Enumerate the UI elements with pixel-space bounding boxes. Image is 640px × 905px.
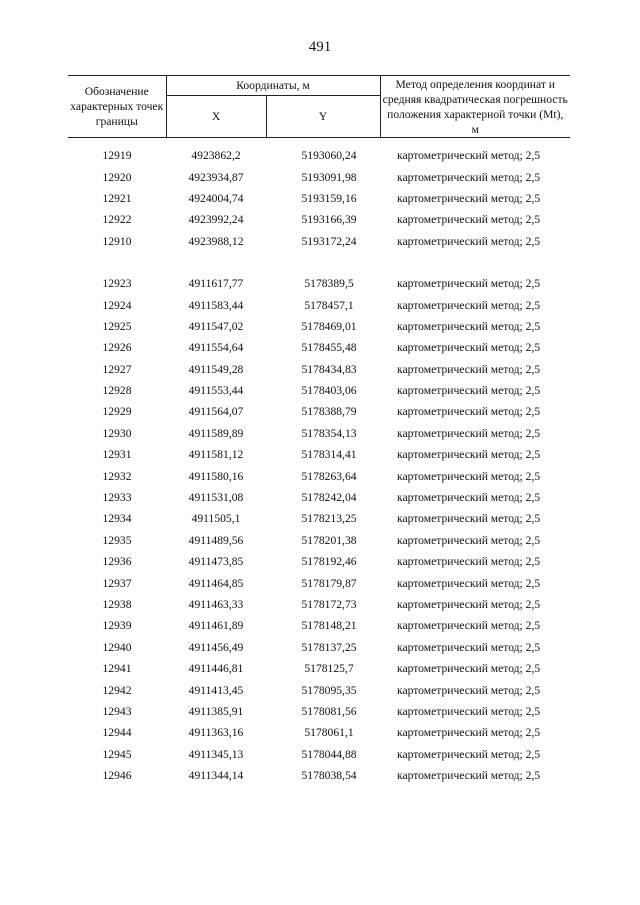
coord-y-cell: 5178213,25 — [301, 512, 357, 526]
coord-x-cell: 4923934,87 — [188, 170, 244, 184]
table-row — [68, 765, 570, 786]
method-cell: картометрический метод; 2,5 — [397, 683, 541, 697]
coord-y-cell: 5178314,41 — [301, 448, 357, 462]
group-gap-row — [68, 252, 570, 273]
point-id-cell: 12932 — [102, 469, 132, 483]
point-id-cell: 12935 — [102, 533, 132, 547]
point-id-cell: 12943 — [102, 704, 132, 718]
coord-y-cell: 5178137,25 — [301, 640, 357, 654]
point-id-cell: 12926 — [102, 341, 132, 355]
coord-x-cell: 4911385,91 — [188, 704, 244, 718]
point-id-cell: 12938 — [102, 598, 132, 611]
coord-x-cell: 4911581,12 — [188, 448, 244, 462]
coord-x-cell: 4911549,28 — [188, 362, 244, 376]
point-id-cell: 12937 — [102, 576, 132, 590]
coord-y-cell: 5178389,5 — [304, 277, 354, 291]
coord-y-cell: 5178125,7 — [304, 662, 354, 676]
method-cell: картометрический метод; 2,5 — [397, 726, 541, 740]
coord-y-cell: 5178354,13 — [301, 426, 357, 440]
coord-x-cell: 4911345,13 — [188, 747, 244, 761]
table-row — [68, 380, 570, 401]
point-id-cell: 12920 — [102, 170, 132, 184]
coord-y-cell: 5193060,24 — [301, 149, 357, 163]
point-id-cell: 12924 — [102, 298, 132, 312]
coord-y-cell: 5193172,24 — [301, 234, 357, 248]
coord-y-cell: 5178081,56 — [301, 704, 357, 718]
table-row — [68, 359, 570, 380]
point-id-cell: 12945 — [102, 747, 132, 761]
point-id-cell: 12940 — [102, 640, 132, 654]
point-id-cell: 12919 — [102, 149, 132, 163]
method-cell: картометрический метод; 2,5 — [397, 405, 541, 419]
method-cell: картометрический метод; 2,5 — [397, 319, 541, 333]
point-id-cell: 12936 — [102, 555, 132, 569]
table-body — [68, 138, 570, 787]
table-row — [68, 273, 570, 294]
header-designation: Обозначение характерных точек границы — [68, 76, 166, 138]
coord-x-cell: 4911580,16 — [188, 469, 244, 483]
method-cell: картометрический метод; 2,5 — [397, 598, 541, 611]
method-cell: картометрический метод; 2,5 — [397, 341, 541, 355]
coord-x-cell: 4924004,74 — [188, 191, 244, 205]
coord-y-cell: 5178038,54 — [301, 769, 357, 783]
method-cell: картометрический метод; 2,5 — [397, 384, 541, 398]
method-cell: картометрический метод; 2,5 — [397, 298, 541, 312]
coord-x-cell: 4911413,45 — [188, 683, 244, 697]
coord-x-cell: 4911617,77 — [188, 277, 244, 291]
coord-x-cell: 4911363,16 — [188, 726, 244, 740]
header-x: X — [166, 96, 266, 138]
point-id-cell: 12925 — [102, 319, 132, 333]
point-id-cell: 12944 — [102, 726, 132, 740]
spacer-row — [68, 138, 570, 146]
coord-x-cell: 4911464,85 — [188, 576, 244, 590]
method-cell: картометрический метод; 2,5 — [397, 426, 541, 440]
method-cell: картометрический метод; 2,5 — [397, 277, 541, 291]
coord-x-cell: 4923992,24 — [188, 213, 244, 227]
table-header — [68, 76, 570, 138]
coord-y-cell: 5178179,87 — [301, 576, 357, 590]
coord-x-cell: 4911583,44 — [188, 298, 244, 312]
point-id-cell: 12934 — [102, 512, 132, 526]
table-row — [68, 401, 570, 422]
coord-x-cell: 4911554,64 — [188, 341, 244, 355]
coord-x-cell: 4911456,49 — [188, 640, 244, 654]
method-cell: картометрический метод; 2,5 — [397, 512, 541, 526]
coord-x-cell: 4923862,2 — [191, 149, 241, 163]
table-row — [68, 551, 570, 572]
method-cell: картометрический метод; 2,5 — [397, 448, 541, 462]
point-id-cell: 12910 — [102, 234, 132, 248]
table-row — [68, 637, 570, 658]
coord-y-cell: 5178148,21 — [301, 619, 357, 633]
point-id-cell: 12931 — [102, 448, 132, 462]
coord-y-cell: 5178263,64 — [301, 469, 357, 483]
table-row — [68, 294, 570, 315]
boundary-points-table — [68, 75, 570, 786]
method-cell: картометрический метод; 2,5 — [397, 555, 541, 569]
method-cell: картометрический метод; 2,5 — [397, 640, 541, 654]
method-cell: картометрический метод; 2,5 — [397, 747, 541, 761]
method-cell: картометрический метод; 2,5 — [397, 191, 541, 205]
point-id-cell: 12929 — [102, 405, 132, 419]
table-row — [68, 188, 570, 209]
table-row — [68, 508, 570, 529]
coord-x-cell: 4911489,56 — [188, 533, 244, 547]
table-row — [68, 145, 570, 166]
coord-y-cell: 5178061,1 — [304, 726, 354, 740]
point-id-cell: 12921 — [102, 191, 132, 205]
coord-y-cell: 5178172,73 — [301, 598, 357, 611]
point-id-cell: 12930 — [102, 426, 132, 440]
header-method: Метод определения координат и средняя квадратическая погрешность положения характерной точки (Mt), м — [380, 76, 570, 138]
point-id-cell: 12942 — [102, 683, 132, 697]
method-cell: картометрический метод; 2,5 — [397, 491, 541, 505]
point-id-cell: 12928 — [102, 384, 132, 398]
coord-y-cell: 5178469,01 — [301, 319, 357, 333]
point-id-cell: 12922 — [102, 213, 132, 227]
table-row — [68, 679, 570, 700]
table-row — [68, 337, 570, 358]
coord-x-cell: 4911446,81 — [188, 662, 244, 676]
coord-y-cell: 5178388,79 — [301, 405, 357, 419]
coord-x-cell: 4911589,89 — [188, 426, 244, 440]
coord-y-cell: 5178455,48 — [301, 341, 357, 355]
coord-x-cell: 4911531,08 — [188, 491, 244, 505]
method-cell: картометрический метод; 2,5 — [397, 619, 541, 633]
method-cell: картометрический метод; 2,5 — [397, 213, 541, 227]
coord-y-cell: 5178201,38 — [301, 533, 357, 547]
point-id-cell: 12939 — [102, 619, 132, 633]
method-cell: картометрический метод; 2,5 — [397, 170, 541, 184]
method-cell: картометрический метод; 2,5 — [397, 769, 541, 783]
table-row — [68, 316, 570, 337]
method-cell: картометрический метод; 2,5 — [397, 704, 541, 718]
method-cell: картометрический метод; 2,5 — [397, 533, 541, 547]
table-row — [68, 722, 570, 743]
coord-y-cell: 5178095,35 — [301, 683, 357, 697]
table-row — [68, 423, 570, 444]
table-row — [68, 530, 570, 551]
coord-x-cell: 4911344,14 — [188, 769, 244, 783]
table-row — [68, 615, 570, 636]
coord-y-cell: 5193091,98 — [301, 170, 357, 184]
method-cell: картометрический метод; 2,5 — [397, 576, 541, 590]
coord-x-cell: 4911463,33 — [188, 598, 244, 611]
table-row — [68, 209, 570, 230]
table-row — [68, 166, 570, 187]
coord-y-cell: 5178044,88 — [301, 747, 357, 761]
point-id-cell: 12941 — [102, 662, 132, 676]
coord-x-cell: 4911461,89 — [188, 619, 244, 633]
method-cell: картометрический метод; 2,5 — [397, 662, 541, 676]
coord-x-cell: 4911473,85 — [188, 555, 244, 569]
coord-y-cell: 5178242,04 — [301, 491, 357, 505]
point-id-cell: 12946 — [102, 769, 132, 783]
table-row — [68, 744, 570, 765]
coord-y-cell: 5178457,1 — [304, 298, 354, 312]
coord-y-cell: 5178192,46 — [301, 555, 357, 569]
table-row — [68, 594, 570, 615]
point-id-cell: 12933 — [102, 491, 132, 505]
page-number: 491 — [308, 39, 332, 55]
coord-x-cell: 4923988,12 — [188, 234, 244, 248]
table-row — [68, 658, 570, 679]
table-row — [68, 572, 570, 593]
header-coordinates: Координаты, м — [166, 76, 380, 96]
table-row — [68, 487, 570, 508]
table-row — [68, 701, 570, 722]
method-cell: картометрический метод; 2,5 — [397, 362, 541, 376]
coord-y-cell: 5193166,39 — [301, 213, 357, 227]
method-cell: картометрический метод; 2,5 — [397, 234, 541, 248]
coord-y-cell: 5178403,06 — [301, 384, 357, 398]
point-id-cell: 12923 — [102, 277, 132, 291]
coord-y-cell: 5193159,16 — [301, 191, 357, 205]
table-row — [68, 444, 570, 465]
coord-x-cell: 4911547,02 — [188, 319, 244, 333]
method-cell: картометрический метод; 2,5 — [397, 149, 541, 163]
header-y: Y — [266, 96, 380, 138]
method-cell: картометрический метод; 2,5 — [397, 469, 541, 483]
point-id-cell: 12927 — [102, 362, 132, 376]
coord-y-cell: 5178434,83 — [301, 362, 357, 376]
table-row — [68, 465, 570, 486]
table-row — [68, 231, 570, 252]
coord-x-cell: 4911564,07 — [188, 405, 244, 419]
coord-x-cell: 4911553,44 — [188, 384, 244, 398]
coord-x-cell: 4911505,1 — [191, 512, 241, 526]
